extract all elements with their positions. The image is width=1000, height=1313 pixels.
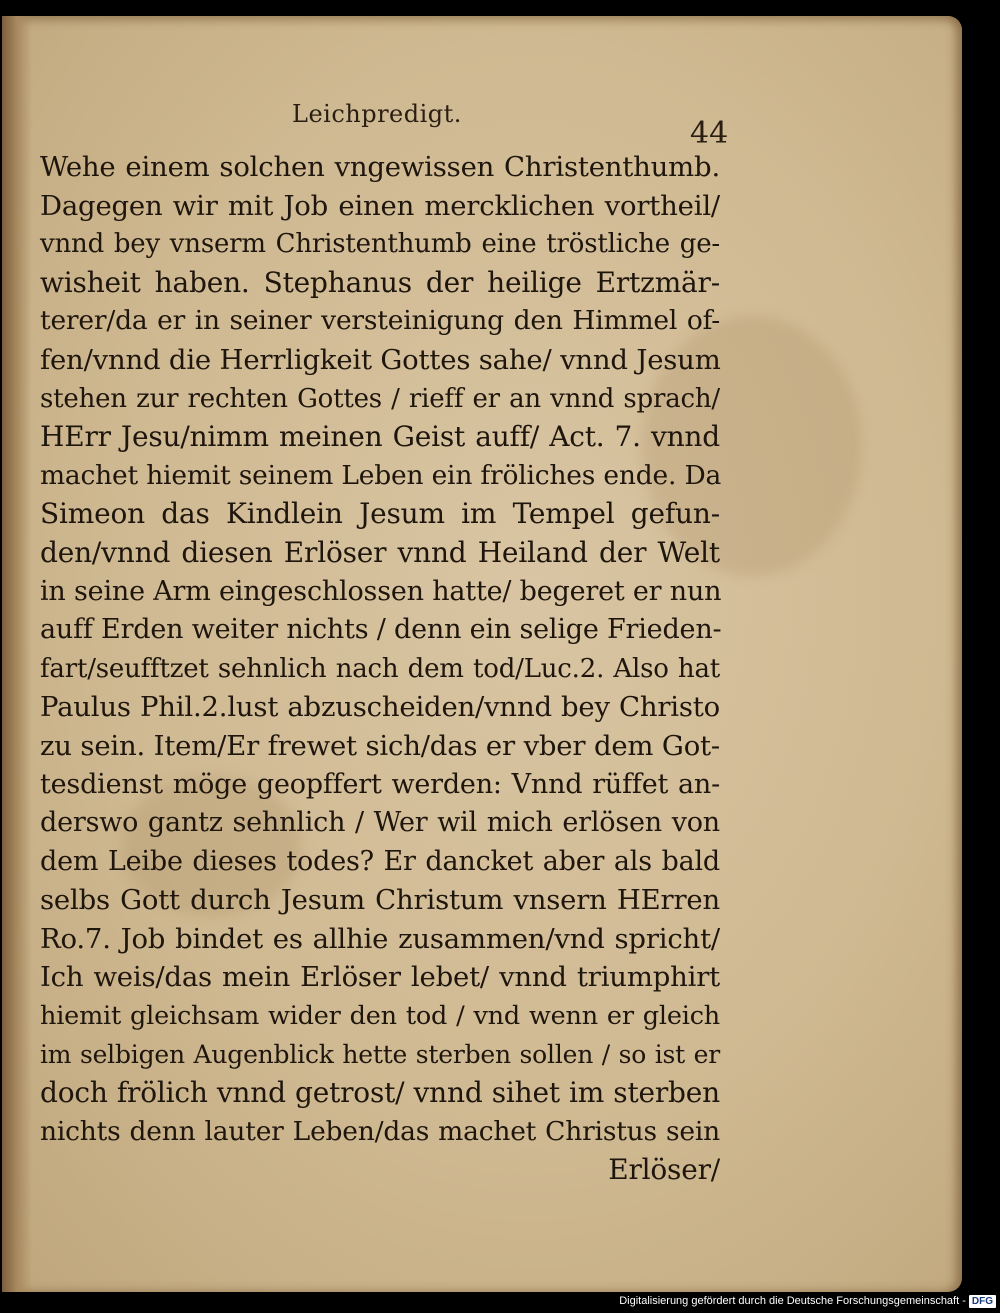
text-line: HErr Jesu/nimm meinen Geist auff/ Act. 7. vnnd	[40, 420, 720, 454]
text-line: Simeon das Kindlein Jesum im Tempel gefun-	[40, 497, 720, 531]
text-line: Dagegen wir mit Job einen mercklichen vortheil/	[40, 189, 720, 222]
text-line: Ro.7. Job bindet es allhie zusammen/vnd spricht/	[40, 922, 720, 955]
text-line: Erlöser/	[608, 1153, 720, 1187]
text-line: terer/da er in seiner versteinigung den Himmel of-	[40, 305, 720, 337]
text-line: stehen zur rechten Gottes / rieff er an vnnd sprach/	[40, 383, 720, 414]
body-text	[40, 148, 720, 1190]
text-line: zu sein. Item/Er frewet sich/das er vber dem Got-	[40, 729, 720, 762]
text-line: auff Erden weiter nichts / denn ein selige Frieden-	[40, 614, 722, 646]
page-gutter-shadow	[2, 16, 32, 1292]
running-header: Leichpredigt.	[292, 100, 462, 128]
text-line: dem Leibe dieses todes? Er dancket aber als bald	[40, 845, 720, 877]
text-line: selbs Gott durch Jesum Christum vnsern HErren	[40, 884, 720, 917]
text-line: fart/seufftzet sehnlich nach dem tod/Luc.2. Also hat	[40, 653, 720, 684]
text-line: derswo gantz sehnlich / Wer wil mich erlösen von	[40, 807, 720, 839]
funding-credit: Digitalisierung gefördert durch die Deutsche Forschungsgemeinschaft -	[619, 1295, 966, 1307]
text-line: fen/vnnd die Herrligkeit Gottes sahe/ vnnd Jesum	[40, 343, 721, 376]
text-line: doch frölich vnnd getrost/ vnnd sihet im sterben	[40, 1076, 720, 1110]
text-line: nichts denn lauter Leben/das machet Christus sein	[40, 1115, 720, 1147]
text-line: tesdienst möge geopffert werden: Vnnd rüffet an-	[40, 768, 720, 800]
text-line: den/vnnd diesen Erlöser vnnd Heiland der Welt	[40, 535, 720, 569]
text-line: in seine Arm eingeschlossen hatte/ begeret er nun	[40, 575, 722, 607]
text-line: Ich weis/das mein Erlöser lebet/ vnnd triumphirt	[40, 961, 720, 994]
text-line: Paulus Phil.2.lust abzuscheiden/vnnd bey Christo	[40, 691, 720, 724]
text-line: machet hiemit seinem Leben ein fröliches ende. Da	[40, 459, 722, 491]
book-page	[2, 16, 962, 1292]
text-line: hiemit gleichsam wider den tod / vnd wenn er gleich	[40, 1001, 720, 1032]
text-line: wisheit haben. Stephanus der heilige Ertzmär-	[40, 265, 720, 299]
text-line: vnnd bey vnserm Christenthumb eine tröstliche ge-	[40, 229, 720, 260]
dfg-logo: DFG	[969, 1295, 996, 1308]
page-number: 44	[690, 116, 729, 151]
text-line: im selbigen Augenblick hette sterben sollen / so ist er	[40, 1039, 720, 1069]
digitization-footer	[619, 1293, 996, 1309]
text-line: Wehe einem solchen vngewissen Christenthumb.	[40, 151, 720, 183]
